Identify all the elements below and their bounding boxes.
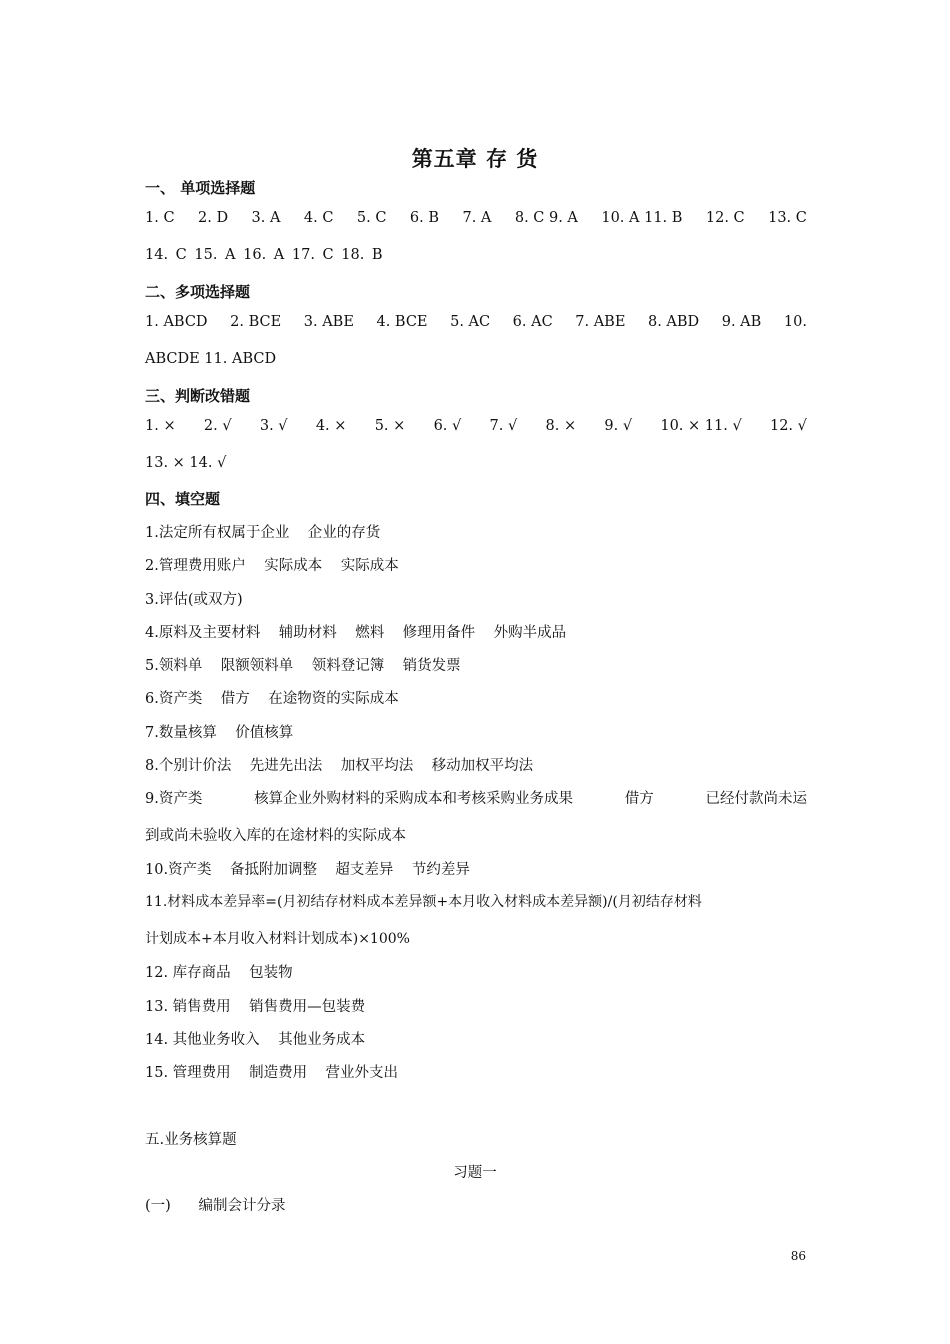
fill-in-item: 14. 其他业务收入 其他业务成本 [145,1032,366,1048]
answer: 6. √ [433,418,462,434]
answer: 8. × [545,418,577,434]
true-false-answers-line2: 13. × 14. √ [145,455,227,471]
answer: 1. C [145,210,175,226]
answer: 10. A 11. B [601,210,683,226]
fill-in-part: 9.资产类 [145,791,203,807]
fill-in-item: 6.资产类 借方 在途物资的实际成本 [145,691,399,707]
fill-in-part: 借方 [624,791,654,807]
single-choice-answers-line2: 14. C 15. A 16. A 17. C 18. B [145,247,383,263]
answer: 2. BCE [230,314,282,330]
answer: 8. ABD [647,314,700,330]
fill-in-item: 3.评估(或双方) [145,592,243,608]
section-heading-single-choice: 一、 单项选择题 [145,179,256,197]
page-number: 86 [790,1249,806,1263]
section-heading-true-false: 三、判断改错题 [145,387,251,405]
fill-in-item-11-line2: 计划成本+本月收入材料计划成本)×100% [145,931,410,947]
answer: 3. √ [259,418,288,434]
fill-in-item: 5.领料单 限额领料单 领料登记簿 销货发票 [145,658,461,674]
fill-in-part: 核算企业外购材料的采购成本和考核采购业务成果 [254,791,574,807]
answer: 5. C [356,210,387,226]
answer: 4. BCE [376,314,428,330]
answer: 2. D [198,210,229,226]
fill-in-item-11-line1: 11.材料成本差异率=(月初结存材料成本差异额+本月收入材料成本差异额)/(月初结存材料 [145,894,702,910]
fill-in-item-9-line1 [145,787,807,808]
answer: 3. A [251,210,281,226]
answer: 5. AC [450,314,491,330]
exercise-subtitle: 习题一 [453,1165,497,1181]
answer: 12. C [705,210,745,226]
multiple-choice-answers-line1 [145,314,807,330]
answer: 7. √ [489,418,518,434]
answer: 10. × 11. √ [660,418,742,434]
answer: 1. ABCD [145,314,208,330]
fill-in-item: 1.法定所有权属于企业 企业的存货 [145,525,381,541]
fill-in-item-9-line2: 到或尚未验收入库的在途材料的实际成本 [145,828,406,844]
answer: 12. √ [769,418,807,434]
answer: 4. × [315,418,347,434]
answer: 9. √ [604,418,633,434]
fill-in-part: 已经付款尚未运 [705,791,807,807]
fill-in-item: 12. 库存商品 包装物 [145,965,293,981]
answer: 2. √ [203,418,232,434]
answer: 4. C [303,210,334,226]
fill-in-item: 7.数量核算 价值核算 [145,725,294,741]
section-heading-multiple-choice: 二、多项选择题 [145,283,251,301]
answer: 6. B [409,210,440,226]
fill-in-item-10: 10.资产类 备抵附加调整 超支差异 节约差异 [145,862,470,878]
answer: 7. ABE [575,314,626,330]
answer: 3. ABE [303,314,354,330]
fill-in-item: 13. 销售费用 销售费用—包装费 [145,999,366,1015]
section-heading-calculation: 五.业务核算题 [145,1132,237,1148]
chapter-title: 第五章 存 货 [411,147,539,171]
answer: 1. × [145,418,176,434]
exercise-sub-item: (一) 编制会计分录 [145,1198,286,1214]
answer: 5. × [374,418,406,434]
answer: 6. AC [512,314,553,330]
answer: 7. A [462,210,492,226]
answer: 13. C [768,210,807,226]
single-choice-answers-line1 [145,210,807,226]
fill-in-item: 15. 管理费用 制造费用 营业外支出 [145,1065,399,1081]
fill-in-item: 4.原料及主要材料 辅助材料 燃料 修理用备件 外购半成品 [145,625,567,641]
multiple-choice-answers-line2: ABCDE 11. ABCD [145,351,277,367]
section-heading-fill-in: 四、填空题 [145,490,221,508]
fill-in-item: 8.个别计价法 先进先出法 加权平均法 移动加权平均法 [145,758,534,774]
answer: 9. AB [721,314,762,330]
fill-in-item: 2.管理费用账户 实际成本 实际成本 [145,558,399,574]
true-false-answers-line1 [145,418,807,434]
answer: 8. C 9. A [514,210,578,226]
answer: 10. [783,314,807,330]
